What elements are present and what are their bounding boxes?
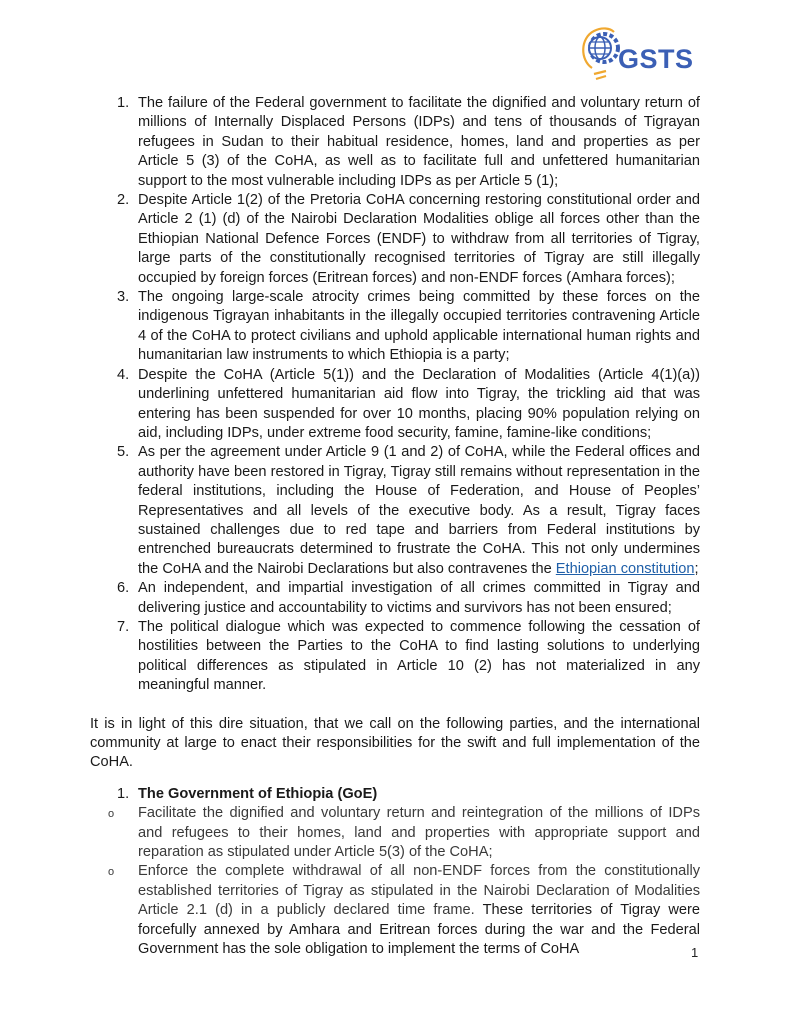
item-text: An independent, and impartial investigation of all crimes committed in Tigray and delivering justice and accountability to victims and survivors has not been ensured; — [138, 580, 700, 616]
item-text: Despite Article 1(2) of the Pretoria CoHA concerning restoring constitutional order and Article 2 (1) (d) of the Nairobi Declaration Modalities oblige all forces other than the Ethiopian National Defence Forces (ENDF) to withdraw from all territories of Tigray, large parts of the constitutionally recognised territories of Tigray are still illegally occupied by foreign forces (Eritrean forces) and non-ENDF forces (Amhara forces); — [138, 192, 700, 286]
action-text-emphasis: These territories of Tigray were forcefully annexed by Amhara and Eritrean forces during the war and the Federal Government has the sole obligation to implement the terms of CoHA — [138, 902, 700, 958]
item-number: 2. — [117, 192, 130, 209]
list-item — [90, 443, 700, 579]
item-text: The political dialogue which was expected to commence following the cessation of hostilities between the Parties to the CoHA to find lasting solutions to underlying political differences as stipulated in Article 10 (2) has not materialized in any meaningful manner. — [138, 618, 700, 694]
item-text: The failure of the Federal government to facilitate the dignified and voluntary return of millions of Internally Displaced Persons (IDPs) and tens of thousands of Tigrayan refugees in Sudan to their habitual residence, homes, land and properties as per Article 5 (3) of the CoHA, as well as to facilitate full and unfettered humanitarian support to the most vulnerable including IDPs as per Article 5 (1); — [138, 95, 700, 189]
bullet-icon: o — [108, 866, 115, 879]
item-number: 6. — [117, 580, 130, 597]
item-number: 4. — [117, 366, 130, 383]
item-text-tail: ; — [694, 560, 699, 577]
item-text: The ongoing large-scale atrocity crimes being committed by these forces on the indigenous Tigrayan inhabitants in the illegally occupied territories contravening Article 4 of the CoHA to protect civilians and uphold applicable international human rights and humanitarian law instruments to which Ethiopia is a party; — [138, 289, 700, 364]
list-item — [90, 191, 700, 288]
document-body — [90, 94, 700, 959]
list-item — [90, 618, 700, 696]
bullet-icon: o — [108, 808, 115, 821]
item-text: As per the agreement under Article 9 (1 and 2) of CoHA, while the Federal offices and authority have been restored in Tigray, Tigray still remains without representation in the federal institutions, including the House of Federation, and House of Peoples’ Representatives and all levels of the executive body. As a result, Tigray faces sustained challenges due to red tape and barriers from Federal institutions by entrenched bureaucrats determined to frustrate the CoHA. This not only undermines the CoHA and the Nairobi Declarations but also contravenes the — [138, 444, 700, 577]
list-item — [90, 288, 700, 366]
list-item — [90, 94, 700, 191]
section-heading — [90, 785, 700, 804]
page-number: 1 — [691, 945, 699, 960]
intro-paragraph: It is in light of this dire situation, that we call on the following parties, and the international community at large to enact their responsibilities for the swift and full implementation of the CoHA. — [90, 715, 700, 771]
item-number: 3. — [117, 289, 130, 306]
action-text: Enforce the complete withdrawal of all non-ENDF forces from the constitutionally established territories of Tigray as stipulated in the Nairobi Declaration of Modalities Article 2.1 (d) in a publicly declared time frame. — [138, 863, 700, 919]
action-text: Facilitate the dignified and voluntary return and reintegration of the millions of IDPs and refugees to their homes, land and properties with appropriate support and reparation as stipulated under Article 5(3) of the CoHA; — [138, 805, 700, 861]
item-number: 7. — [117, 618, 130, 635]
item-text: Despite the CoHA (Article 5(1)) and the Declaration of Modalities (Article 4(1)(a)) underlining unfettered humanitarian aid flow into Tigray, the trickling aid that was entering has been suspended for over 10 months, placing 90% population relying on aid, including IDPs, under extreme food security, famine, famine-like conditions; — [138, 366, 700, 441]
logo-text: GSTS — [618, 44, 694, 74]
section-title: The Government of Ethiopia (GoE) — [138, 785, 378, 802]
list-item — [90, 862, 700, 959]
actions-list — [90, 804, 700, 959]
section-number: 1. — [117, 785, 130, 802]
item-number: 1. — [117, 95, 130, 111]
item-number: 5. — [117, 444, 130, 461]
list-item — [90, 366, 700, 444]
section-goe — [90, 785, 700, 960]
gsts-logo — [578, 24, 703, 86]
ethiopian-constitution-link[interactable]: Ethiopian constitution — [555, 560, 695, 577]
list-item — [90, 579, 700, 618]
issues-list — [90, 94, 700, 696]
list-item — [90, 804, 700, 862]
